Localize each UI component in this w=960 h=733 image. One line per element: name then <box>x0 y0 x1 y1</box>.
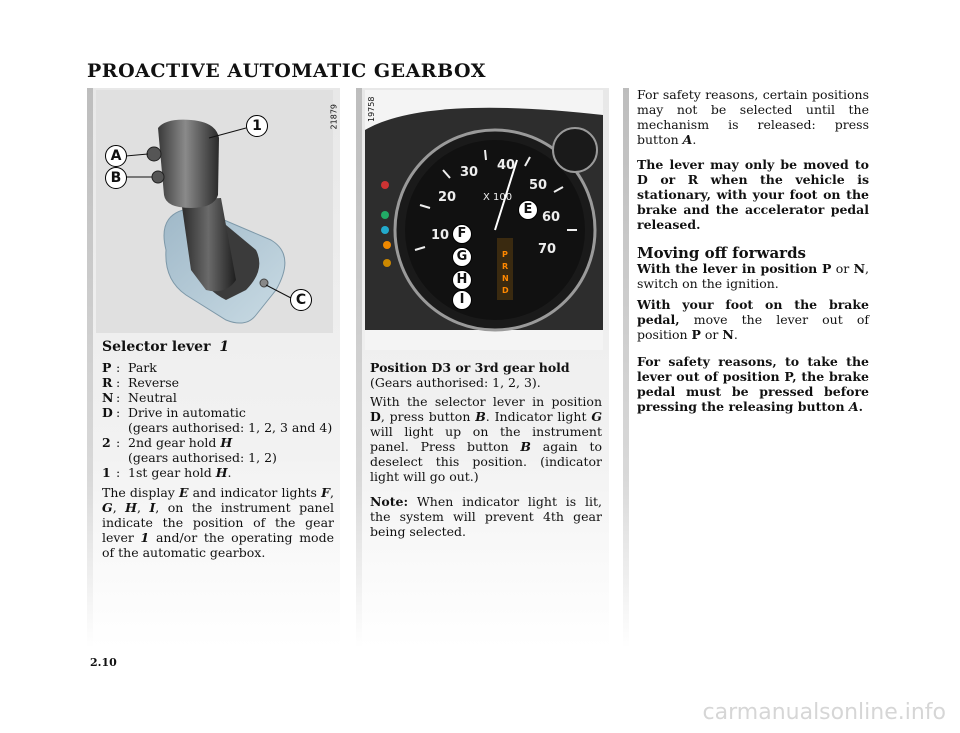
ref-i: I <box>149 500 156 515</box>
selector-key: N <box>102 390 114 405</box>
selector-value-text: 1st gear hold <box>128 465 212 480</box>
ref-b: B <box>475 409 486 424</box>
selector-value-suffix: . <box>227 465 232 480</box>
text-run: For safety reasons, to take the lever out of position P, the brake pedal must be pressed before pressing the releasing button <box>637 354 869 414</box>
position-d3-heading: Position D3 or 3rd gear hold <box>370 360 570 375</box>
text-run: , press button <box>380 409 476 424</box>
selector-key: P <box>102 360 112 375</box>
gear-letter-r: R <box>502 262 509 271</box>
gauge-unit: X 100 <box>483 192 513 203</box>
selector-item-p: P : Park <box>102 360 334 375</box>
ref-n: N <box>722 327 734 342</box>
selector-key: 2 <box>102 435 111 450</box>
text-run: move the lever out of position <box>637 312 869 342</box>
text-run: The display <box>102 485 179 500</box>
selector-item-r: R : Reverse <box>102 375 334 390</box>
display-paragraph: The display E and indicator lights F, G, H, I, on the instrument panel indicate the position of the gear lever 1 and/or the operating mode of the automatic gearbox. <box>102 485 334 560</box>
text-run: . Indicator light <box>485 409 592 424</box>
text-run: . <box>692 132 697 147</box>
selector-heading-text: Selector lever <box>102 339 211 355</box>
selector-item-2-sub: (gears authorised: 1, 2) <box>128 450 277 465</box>
watermark: carmanualsonline.info <box>702 700 946 725</box>
selector-value <box>128 465 334 480</box>
note-paragraph <box>370 494 602 539</box>
ref-g: G <box>102 500 113 515</box>
selector-key: 1 <box>102 465 111 480</box>
ref-p: P <box>691 327 701 342</box>
text-run: With the lever in position <box>637 261 822 276</box>
text-run: For safety reasons, certain positions may not be selected until the mechanism is released: press button <box>637 87 869 147</box>
position-d3-paragraph <box>370 394 602 484</box>
gear-letter-p: P <box>502 250 508 259</box>
gauge-label-30: 30 <box>460 165 479 180</box>
text-run: With the selector lever in position <box>370 394 602 409</box>
ref-h: H <box>125 500 137 515</box>
gauge-label-40: 40 <box>497 158 516 173</box>
ref-1: 1 <box>140 530 150 545</box>
gear-letter-d: D <box>502 286 509 295</box>
text-run: , switch on the ignition. <box>637 261 870 291</box>
ref-p: P <box>822 261 832 276</box>
text-run: , on the instrument panel indicate the position of the gear lever <box>102 500 334 545</box>
callout-c: C <box>290 289 312 311</box>
text-run: With your foot on the brake pedal, <box>637 297 869 327</box>
column-3-bar <box>623 88 629 648</box>
gauge-label-50: 50 <box>529 178 548 193</box>
gauge-label-70: 70 <box>538 242 557 257</box>
position-d3-section <box>370 360 602 539</box>
position-d3-gears: (Gears authorised: 1, 2, 3). <box>370 375 541 390</box>
figure-2-ref-number: 19758 <box>367 96 376 122</box>
ref-f: F <box>321 485 330 500</box>
gauge-label-60: 60 <box>542 210 561 225</box>
text-run: or <box>831 261 854 276</box>
selector-key: R <box>102 375 113 390</box>
text-run: again to deselect this position. (indicator light will go out.) <box>370 439 603 484</box>
selector-value-text: 2nd gear hold <box>128 435 217 450</box>
text-run: . <box>858 399 863 414</box>
selector-heading <box>102 340 334 355</box>
selector-heading-ref: 1 <box>219 339 230 355</box>
selector-item-d: D : Drive in automatic <box>102 405 334 420</box>
ref-e: E <box>179 485 189 500</box>
callout-e: E <box>518 200 538 220</box>
text-run: will light up on the instrument panel. Press button <box>370 424 602 454</box>
lever-paragraph: The lever may only be moved to D or R when the vehicle is stationary, with your foot on the brake and the accelerator pedal released. <box>637 157 869 232</box>
selector-item-2: 2 : 2nd gear hold H <box>102 435 334 450</box>
safety-paragraph <box>637 87 869 147</box>
right-column <box>637 87 869 414</box>
callout-b: B <box>105 167 127 189</box>
figure-instrument-panel <box>365 90 603 350</box>
moving-off-heading: Moving off forwards <box>637 244 807 262</box>
instrument-panel-illustration <box>365 90 603 350</box>
ref-d: D <box>370 409 381 424</box>
gauge-label-10: 10 <box>431 228 450 243</box>
selector-value-ref: H <box>220 435 233 450</box>
safety-paragraph-2 <box>637 354 869 414</box>
gear-letter-n: N <box>502 274 509 283</box>
callout-1: 1 <box>246 115 268 137</box>
page-title: PROACTIVE AUTOMATIC GEARBOX <box>87 60 486 82</box>
note-text: When indicator light is lit, the system will prevent 4th gear being selected. <box>370 494 602 539</box>
text-run: and indicator lights <box>188 485 322 500</box>
moving-off-paragraph-1 <box>637 261 869 291</box>
selector-value: Park <box>128 360 157 375</box>
selector-value <box>128 435 334 450</box>
selector-key: D <box>102 405 113 420</box>
callout-a: A <box>105 145 127 167</box>
ref-a: A <box>848 399 859 414</box>
selector-value: Reverse <box>128 375 180 390</box>
selector-section <box>102 340 334 560</box>
text-run: . <box>733 327 738 342</box>
selector-item-n: N : Neutral <box>102 390 334 405</box>
callout-f: F <box>452 224 472 244</box>
callout-g: G <box>452 247 472 267</box>
figure-1-ref-number: 21879 <box>329 104 338 130</box>
ref-a: A <box>682 132 693 147</box>
ref-b: B <box>520 439 531 454</box>
selector-item-1: 1 : 1st gear hold H. <box>102 465 334 480</box>
callout-h: H <box>452 270 472 290</box>
note-label: Note: <box>370 494 409 509</box>
selector-value: Neutral <box>128 390 177 405</box>
selector-value-ref: H <box>215 465 228 480</box>
ref-n: N <box>853 261 866 276</box>
moving-off-paragraph-2 <box>637 297 869 342</box>
page-number: 2.10 <box>90 656 117 669</box>
gauge-label-20: 20 <box>438 190 457 205</box>
selector-value: Drive in automatic <box>128 405 246 420</box>
callout-i: I <box>452 290 472 310</box>
ref-g: G <box>591 409 602 424</box>
text-run: or <box>700 327 723 342</box>
text-run: and/or the operating mode of the automatic gearbox. <box>102 530 334 560</box>
selector-item-d-sub: (gears authorised: 1, 2, 3 and 4) <box>128 420 333 435</box>
figure-gear-selector <box>96 90 338 333</box>
